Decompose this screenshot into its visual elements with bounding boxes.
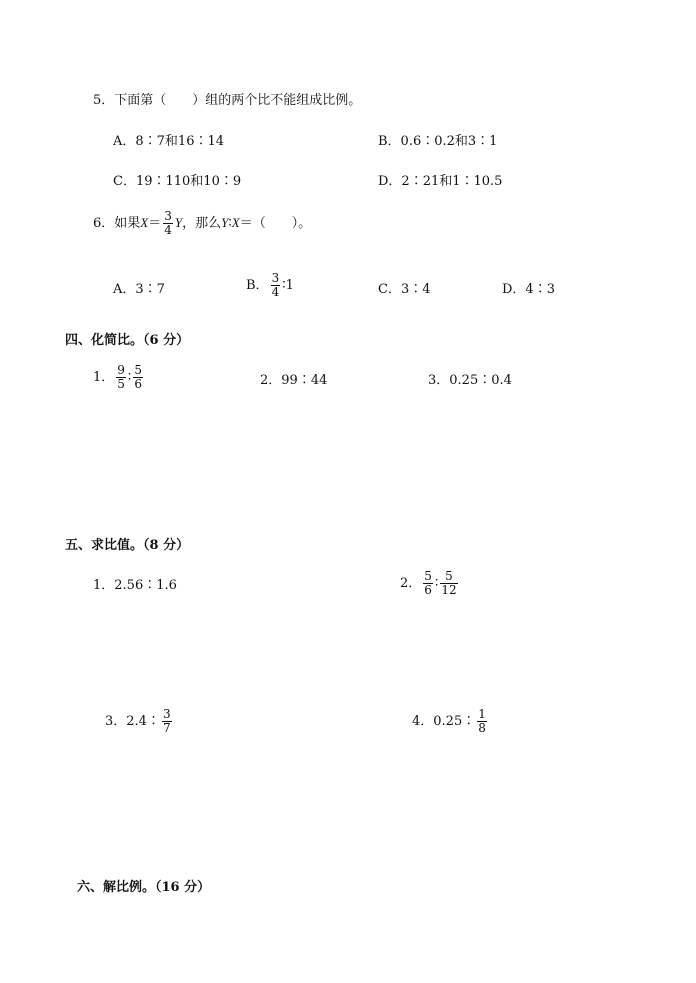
q5-option-d: D．2∶21和1∶10.5 bbox=[378, 174, 503, 189]
sec5-p2-frac-b bbox=[440, 570, 457, 597]
sec4-p1-a-den: 5 bbox=[117, 377, 125, 391]
sec4-p1-a-num: 9 bbox=[117, 363, 125, 377]
sec4-p1-b-num: 5 bbox=[134, 363, 142, 377]
sec5-p4-label: 4．0.25∶ bbox=[412, 714, 476, 729]
q5-option-c: C．19∶110和10∶9 bbox=[113, 174, 242, 189]
q6-x1: X bbox=[140, 215, 149, 230]
sec4-p1-frac-a bbox=[116, 364, 126, 391]
q6-stem bbox=[93, 210, 311, 237]
q6-option-d: D．4∶3 bbox=[502, 282, 555, 297]
sec4-problem-2: 2．99∶44 bbox=[260, 373, 328, 388]
sec5-problem-4 bbox=[412, 708, 489, 735]
q6-fraction-den: 4 bbox=[164, 223, 172, 237]
q6-fraction-num: 3 bbox=[164, 209, 172, 223]
sec4-problem-1 bbox=[93, 364, 145, 391]
sec5-p4-frac bbox=[477, 708, 487, 735]
sec5-problem-3 bbox=[105, 708, 174, 735]
sec5-p2-label: 2． bbox=[400, 576, 422, 591]
q6-y1: Y bbox=[174, 215, 183, 230]
q6-mid: ，那么 bbox=[182, 216, 222, 231]
q6-tail: ＝（ ）。 bbox=[239, 216, 312, 231]
q6-fraction bbox=[163, 210, 173, 237]
q5-option-b: B．0.6∶0.2和3∶1 bbox=[378, 134, 498, 149]
sec5-p3-frac bbox=[162, 708, 172, 735]
q5-stem: 5．下面第（ ）组的两个比不能组成比例。 bbox=[93, 93, 362, 108]
sec4-p1-colon: ∶ bbox=[127, 370, 132, 385]
sec5-p2-a-num: 5 bbox=[424, 569, 432, 583]
q6-option-b-fraction bbox=[271, 272, 281, 299]
q6-option-b-num: 3 bbox=[271, 271, 280, 285]
sec5-p2-b-den: 12 bbox=[441, 583, 457, 597]
sec5-p4-den: 8 bbox=[478, 721, 486, 735]
sec5-p4-num: 1 bbox=[478, 707, 486, 721]
sec4-p1-label: 1． bbox=[93, 370, 115, 385]
q5-option-a: A．8∶7和16∶14 bbox=[113, 134, 225, 149]
q6-eq: ＝ bbox=[148, 216, 162, 231]
q6-option-b-den: 4 bbox=[271, 285, 280, 299]
section-4-title: 四、化简比。（6 分） bbox=[65, 333, 190, 348]
sec5-p2-frac-a bbox=[423, 570, 433, 597]
sec5-p2-a-den: 6 bbox=[424, 583, 432, 597]
section-6-title: 六、解比例。（16 分） bbox=[77, 880, 211, 895]
sec4-p1-b-den: 6 bbox=[134, 377, 142, 391]
q6-option-b bbox=[246, 272, 294, 299]
sec5-p3-den: 7 bbox=[162, 721, 171, 735]
q6-option-c: C．3∶4 bbox=[378, 282, 431, 297]
sec5-problem-2 bbox=[400, 570, 460, 597]
q6-prefix: 6．如果 bbox=[93, 216, 141, 231]
sec4-problem-3: 3．0.25∶0.4 bbox=[428, 373, 512, 388]
sec5-p3-label: 3．2.4∶ bbox=[105, 714, 160, 729]
q6-option-a: A．3∶7 bbox=[113, 282, 165, 297]
sec5-p2-b-num: 5 bbox=[440, 570, 457, 584]
section-5-title: 五、求比值。（8 分） bbox=[65, 538, 190, 553]
q6-y2: Y bbox=[221, 215, 229, 230]
sec5-p3-num: 3 bbox=[162, 707, 171, 721]
q6-x2: X bbox=[231, 215, 240, 230]
sec4-p1-frac-b bbox=[133, 364, 143, 391]
sec5-problem-1: 1．2.56∶1.6 bbox=[93, 578, 177, 593]
q6-colon: ∶ bbox=[228, 216, 232, 231]
sec5-p2-colon: ∶ bbox=[434, 576, 439, 591]
q6-option-b-tail: ∶1 bbox=[282, 278, 294, 293]
q6-option-b-label: B． bbox=[246, 278, 269, 293]
